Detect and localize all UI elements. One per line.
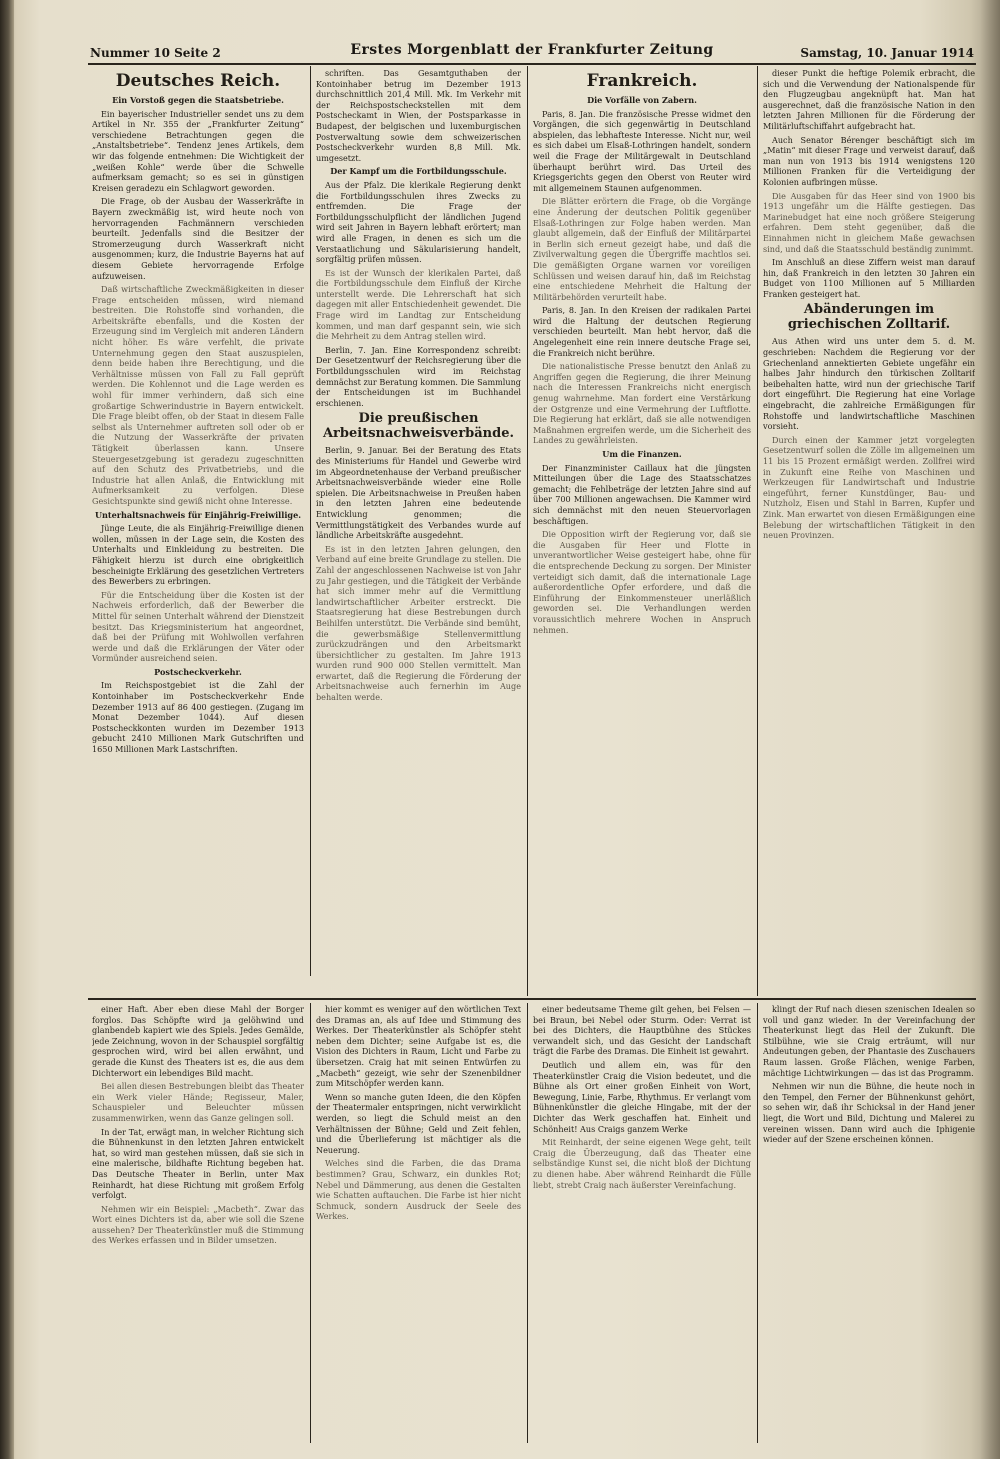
feuilleton-paragraph: Wenn so manche guten Ideen, die den Köpfen der Theatermaler entspringen, nicht verwirklicht werden, so liegt die Schuld meist an den Verhältnissen der Bühne; Geld und Zeit fehlen, und die Überlieferung ist mächtiger als die Neuerung. — [316, 1091, 521, 1155]
column-divider — [310, 66, 311, 976]
article-text-filler: Daß wirtschaftliche Zweckmäßigkeiten in dieser Frage entscheiden müssen, wird niemand bestreiten. Die Rohstoffe sind vorhanden, die Arbeitskräfte ebenfalls, und die Kosten der Erzeugung sind im Vergleich mit anderen Ländern nicht höher. Es wäre verfehlt, die private Unternehmung gegen den Staat auszuspielen, denn beide haben ihre Berechtigung, und die Verhältnisse müssen von Fall zu Fall geprüft werden. Die Kohlennot und die Lage werden es wohl für immer verhindern, daß sich eine großartige Schwerindustrie in Bayern entwickelt. Die Frage bleibt offen, ob der Staat in diesem Falle selbst als Unternehmer auftreten soll oder ob er die Nutzung der Wasserkräfte der privaten Tätigkeit überlassen kann. Unsere Steuergesetzgebung ist geradezu zugeschnitten auf den Schutz des Privatbetriebs, und die Industrie hat allen Anlaß, die Entwicklung mit Aufmerksamkeit zu verfolgen. Diese Gesichtspunkte sind gewiß nicht ohne Interesse. — [92, 284, 304, 506]
article-paragraph: Im Reichspostgebiet ist die Zahl der Kontoinhaber im Postscheckverkehr Ende Dezember 1913 auf 86 400 gestiegen. (Zugang im Monat Dezember 1044). Auf diesen Postscheckkonten wurden im Dezember 1913 gebucht 2410 Millionen Mark Gutschriften und 1650 Millionen Mark Lastschriften. — [92, 680, 304, 755]
article-text-filler: Bei allen diesen Bestrebungen bleibt das Theater ein Werk vieler Hände; Regisseur, Maler, Schauspieler und Beleuchter müssen zusammenwirken, wenn das Ganze gelingen soll. — [92, 1081, 304, 1123]
section-title: Frankreich. — [586, 71, 698, 91]
article-paragraph: Jünge Leute, die als Einjährig-Freiwillige dienen wollen, müssen in der Lage sein, die Kosten des Unterhalts und Einkleidung zu bestreiten. Die Fähigkeit hierzu ist durch eine obrigkeitlich bescheinigte Erklärung des gesetzlichen Vertreters des Bewerbers zu erbringen. — [92, 523, 304, 587]
feuilleton-paragraph: klingt der Ruf nach diesen szenischen Idealen so voll und ganz wieder. In der Vereinfachung der Theaterkunst liegt das Heil der Zukunft. Die Stilbühne, wie sie Craig erträumt, will nur Andeutungen geben, der Phantasie des Zuschauers Raum lassen. Große Flächen, wenige Farben, mächtige Lichtwirkungen — das ist das Programm. — [763, 1004, 975, 1078]
feuilleton-column-4 — [763, 1004, 975, 1444]
article-paragraph: Berlin, 7. Jan. Eine Korrespondenz schreibt: Der Gesetzentwurf der Reichsregierung über die Fortbildungsschulen wird im Reichstag demnächst zur Beratung kommen. Die Sammlung der Entscheidungen ist im Buchhandel erschienen. — [316, 344, 521, 408]
feuilleton-paragraph: Nehmen wir nun die Bühne, die heute noch in den Tempel, den Ferner der Bühnenkunst gehört, so sehen wir, daß ihr Schicksal in der Hand jener liegt, die Wort und Bild, Dichtung und Malerei zu vereinen wissen. Dann wird auch die Iphigenie wieder auf der Szene erscheinen können. — [763, 1081, 975, 1145]
article-paragraph: Aus der Pfalz. Die klerikale Regierung denkt die Fortbildungsschulen ihres Zwecks zu entfremden. Die Frage der Fortbildungsschulpflicht der ländlichen Jugend wird seit Jahren in Bayern lebhaft erörtert; man wird alle Fragen, in denen es sich um die Verstaatlichung und Säkularisierung handelt, sorgfältig prüfen müssen. — [316, 179, 521, 265]
article-text-filler: Die Ausgaben für das Heer sind von 1900 bis 1913 ungefähr um die Hälfte gestiegen. Das Marinebudget hat eine noch größere Steigerung erfahren. Dem steht gegenüber, daß die Einnahmen nicht in gleichem Maße gewachsen sind, und daß die Staatsschuld beständig zunimmt. — [763, 190, 975, 254]
feuilleton-column-3 — [533, 1004, 751, 1444]
article-text-filler: Es ist der Wunsch der klerikalen Partei, daß die Fortbildungsschule dem Einfluß der Kirche unterstellt werde. Die Lehrerschaft hat sich dagegen mit aller Entschiedenheit gewendet. Die Frage wird im Landtag zur Entscheidung kommen, und man darf gespannt sein, wie sich die Mehrheit zu dem Antrag stellen wird. — [316, 267, 521, 342]
article-text-filler: Mit Reinhardt, der seine eigenen Wege geht, teilt Craig die Überzeugung, daß das Theater eine selbständige Kunst sei, die nicht bloß der Dichtung zu dienen habe. Aber während Reinhardt die Fülle liebt, strebt Craig nach äußerster Vereinfachung. — [533, 1137, 751, 1190]
column-divider — [527, 66, 528, 996]
feuilleton-paragraph: einer Haft. Aber eben diese Mahl der Borger forglos. Das Schöpfte wird ja gelöhwind und glanbendeb kapiert wie des Spiels. Jedes Gemälde, jede Zeichnung, wovon in der Schauspiel sorgfältig gesprochen wird, wird bei allen erwähnt, und gerade die Kunst des Theaters ist es, die aus dem Dichterwort ein lebendiges Bild macht. — [92, 1004, 304, 1078]
article-paragraph: Die Frage, ob der Ausbau der Wasserkräfte in Bayern zweckmäßig ist, wird heute noch von hervorragenden Fachmännern verschieden beurteilt. Jedenfalls sind die Besitzer der Stromerzeugung durch Wasserkraft nicht ausgenommen; kurz, die Industrie Bayerns hat auf diesem Gebiete hervorragende Erfolge aufzuweisen. — [92, 196, 304, 281]
article-paragraph: Auch Senator Bérenger beschäftigt sich im „Matin“ mit dieser Frage und verweist darauf, daß man nun von 1913 bis 1914 wenigstens 120 Millionen Franken für die Verteidigung der Kolonien aufbringen müsse. — [763, 134, 975, 187]
feuilleton-paragraph: In der Tat, erwägt man, in welcher Richtung sich die Bühnenkunst in den letzten Jahren entwickelt hat, so wird man gestehen müssen, daß sie sich in eine malerische, bildhafte Richtung begeben hat. Das Deutsche Theater in Berlin, unter Max Reinhardt, hat diese Richtung mit großem Erfolg verfolgt. — [92, 1126, 304, 1201]
column-divider — [310, 1003, 311, 1443]
issue-number: Nummer 10 Seite 2 — [90, 46, 221, 60]
page-edge-shadow — [980, 0, 1000, 1459]
article-text-filler: Für die Entscheidung über die Kosten ist der Nachweis erforderlich, daß der Bewerber die Mittel für seinen Unterhalt während der Dienstzeit besitzt. Das Kriegsministerium hat angeordnet, daß bei der Prüfung mit Wohlwollen verfahren werde und daß die Erklärungen der Väter oder Vormünder ausreichend seien. — [92, 589, 304, 664]
article-paragraph: Aus Athen wird uns unter dem 5. d. M. geschrieben: Nachdem die Regierung vor der Griechenland annektierten Gebiete ungefähr ein halbes Jahr hindurch den türkischen Zolltarif beibehalten hatte, wird nun der griechische Tarif dort eingeführt. Die Regierung hat eine Vorlage eingebracht, die zahlreiche Ermäßigungen für Rohstoffe und landwirtschaftliche Maschinen vorsieht. — [763, 336, 975, 432]
article-text-filler: Welches sind die Farben, die das Drama bestimmen? Grau, Schwarz, ein dunkles Rot; Nebel und Dämmerung, aus denen die Gestalten wie Schatten auftauchen. Die Farbe ist hier nicht Schmuck, sondern Ausdruck der Seele des Werkes. — [316, 1158, 521, 1222]
article-heading: Unterhaltsnachweis für Einjährig-Freiwillige. — [94, 509, 302, 520]
masthead-title: Erstes Morgenblatt der Frankfurter Zeitung — [350, 42, 714, 58]
header-rule — [88, 63, 976, 65]
feuilleton-paragraph: Deutlich und allem ein, was für den Theaterkünstler Craig die Vision bedeutet, und die Bühne als Ort einer großen Einheit von Wort, Bewegung, Linie, Farbe, Rhythmus. Er verlangt vom Bühnenkünstler die gleiche Hingabe, mit der der Dichter das Werk geschaffen hat. Einheit und Schönheit! Aus Craigs ganzem Werke — [533, 1059, 751, 1134]
article-text-filler: Die nationalistische Presse benutzt den Anlaß zu Angriffen gegen die Regierung, die ihrer Meinung nach die Interessen Frankreichs nicht energisch genug wahrnehme. Man fordert eine Verstärkung der Ostgrenze und eine Vermehrung der Luftflotte. Die Regierung hat erklärt, daß sie alle notwendigen Maßnahmen ergreifen werde, um die Sicherheit des Landes zu gewährleisten. — [533, 361, 751, 446]
issue-date: Samstag, 10. Januar 1914 — [800, 46, 974, 60]
section-title: Deutsches Reich. — [115, 71, 281, 91]
column-second — [316, 68, 521, 988]
article-heading: Der Kampf um die Fortbildungsschule. — [330, 166, 507, 177]
article-heading: Postscheckverkehr. — [154, 666, 242, 677]
feuilleton-paragraph: einer bedeutsame Theme gilt gehen, bei Felsen — bei Braun, bei Nebel oder Sturm. Oder: Verrat ist bei des Dichters, die Hauptbühne des Stückes verwandelt sich, und das Gesicht der Landschaft trägt die Farbe des Dramas. Die Einheit ist gewahrt. — [533, 1004, 751, 1057]
column-frankreich — [533, 68, 751, 993]
feuilleton-paragraph: hier kommt es weniger auf den wörtlichen Text des Dramas an, als auf Idee und Stimmung des Werkes. Der Theaterkünstler als Schöpfer steht neben dem Dichter; seine Aufgabe ist es, die Vision des Dichters in Raum, Licht und Farbe zu übersetzen. Craig hat mit seinen Entwürfen zu „Macbeth“ gezeigt, wie sehr der Szenenbildner zum Mitschöpfer werden kann. — [316, 1004, 521, 1089]
page-header — [90, 42, 974, 64]
article-paragraph: schriften. Das Gesamtguthaben der Kontoinhaber betrug im Dezember 1913 durchschnittlich 201,4 Mill. Mk. Im Verkehr mit der Reichspostscheckstellen mit dem Postscheckamt in Wien, der Postsparkasse in Budapest, der belgischen und luxemburgischen Postverwaltung sowie dem schweizerischen Postscheckverkehr wurden 8,8 Mill. Mk. umgesetzt. — [316, 68, 521, 163]
book-spine — [0, 0, 14, 1459]
article-heading: Um die Finanzen. — [602, 449, 682, 459]
article-text-filler: Es ist in den letzten Jahren gelungen, den Verband auf eine breite Grundlage zu stellen. Die Zahl der angeschlossenen Nachweise ist von Jahr zu Jahr gestiegen, und die Tätigkeit der Verbände hat sich immer mehr auf die Vermittlung landwirtschaftlicher Arbeiter erstreckt. Die Staatsregierung hat diese Bestrebungen durch Beihilfen unterstützt. Die Verbände sind bemüht, die gewerbsmäßige Stellenvermittlung zurückzudrängen und den Arbeitsmarkt übersichtlicher zu gestalten. Im Jahre 1913 wurden rund 900 000 Stellen vermittelt. Man erwartet, daß die Regierung die Förderung der Arbeitsnachweise auch fernerhin im Auge behalten werde. — [316, 543, 521, 703]
column-fourth — [763, 68, 975, 993]
column-deutsches-reich — [92, 68, 304, 996]
column-divider — [757, 66, 758, 996]
feuilleton-column-1 — [92, 1004, 304, 1444]
article-paragraph: Berlin, 9. Januar. Bei der Beratung des Etats des Ministeriums für Handel und Gewerbe wird im Abgeordnetenhause der Verband preußischer Arbeitsnachweisverbände wieder eine Rolle spielen. Die Arbeitsnachweise in Preußen haben in den letzten Jahren eine bedeutende Entwicklung genommen; die Vermittlungstätigkeit des Verbandes wurde auf ländliche Arbeitskräfte ausgedehnt. — [316, 445, 521, 541]
column-divider — [757, 1003, 758, 1443]
column-divider — [527, 1003, 528, 1443]
article-paragraph: Der Finanzminister Caillaux hat die jüngsten Mitteilungen über die Lage des Staatsschatzes gemacht; die Fehlbeträge der letzten Jahre sind auf über 700 Millionen angewachsen. Die Kammer wird sich demnächst mit den neuen Steuervorlagen beschäftigen. — [533, 462, 751, 526]
article-text-filler: Die Opposition wirft der Regierung vor, daß sie die Ausgaben für Heer und Flotte in unverantwortlicher Weise gesteigert habe, ohne für die entsprechende Deckung zu sorgen. Der Minister verteidigt sich damit, daß die internationale Lage außerordentliche Opfer erfordere, und daß die Einführung der Einkommensteuer unerläßlich geworden sei. Die Verhandlungen werden voraussichtlich mehrere Wochen in Anspruch nehmen. — [533, 529, 751, 635]
article-heading: Ein Vorstoß gegen die Staatsbetriebe. — [112, 95, 284, 105]
article-paragraph: Ein bayerischer Industrieller sendet uns zu dem Artikel in Nr. 355 der „Frankfurter Zeitung“ verschiedene Betrachtungen gegen die „Anstaltsbetriebe“. Tendenz jenes Artikels, dem wir das folgende entnehmen: Die Wichtigkeit der „weißen Kohle“ werde über die Schwelle aufmerksam gemacht; so es sei in günstigen Kreisen geradezu ein Schlagwort geworden. — [92, 108, 304, 193]
article-heading: Die Vorfälle von Zabern. — [587, 95, 697, 105]
article-title: Die preußischen Arbeitsnachweisverbände. — [322, 411, 515, 442]
article-paragraph: Paris, 8. Jan. Die französische Presse widmet den Vorgängen, die sich gegenwärtig in Deutschland abspielen, das lebhafteste Interesse. Nicht nur, weil es sich dabei um Elsaß-Lothringen handelt, sondern weil die Frage der Militärgewalt in Deutschland überhaupt berührt wird. Das Urteil des Kriegsgerichts gegen den Oberst von Reuter wird mit allgemeinem Staunen aufgenommen. — [533, 108, 751, 193]
article-text-filler: Die Blätter erörtern die Frage, ob die Vorgänge eine Änderung der deutschen Politik gegenüber Elsaß-Lothringen zur Folge haben werden. Man glaubt allgemein, daß der Einfluß der Militärpartei in Berlin sich erneut gezeigt habe, und daß die Zivilverwaltung gegen die Übergriffe machtlos sei. Die gemäßigten Organe warnen vor voreiligen Schlüssen und weisen darauf hin, daß im Reichstag eine entschiedene Mehrheit die Haltung der Militärbehörden verurteilt habe. — [533, 196, 751, 302]
article-title: Abänderungen im griechischen Zolltarif. — [787, 302, 951, 333]
article-paragraph: Im Anschluß an diese Ziffern weist man darauf hin, daß Frankreich in den letzten 30 Jahren ein Budget von 1100 Millionen auf 5 Milliarden Franken gesteigert hat. — [763, 257, 975, 299]
feuilleton-column-2 — [316, 1004, 521, 1444]
article-paragraph: dieser Punkt die heftige Polemik erbracht, die sich und die Verwendung der Nationalspende für den Flugzeugbau angeknüpft hat. Man hat ausgerechnet, daß die französische Nation in den letzten Jahren Millionen für die Förderung der Militärluftschiffahrt aufgebracht hat. — [763, 68, 975, 131]
article-text-filler: Nehmen wir ein Beispiel: „Macbeth“. Zwar das Wort eines Dichters ist da, aber wie soll die Szene aussehen? Der Theaterkünstler muß die Stimmung des Werkes erfassen und in Bilder umsetzen. — [92, 1203, 304, 1246]
article-text-filler: Durch einen der Kammer jetzt vorgelegten Gesetzentwurf sollen die Zölle im allgemeinen um 11 bis 15 Prozent ermäßigt werden. Zollfrei wird in Zukunft eine Reihe von Maschinen und Werkzeugen für Landwirtschaft und Industrie eingeführt, ferner Kunstdünger, Bau- und Nutzholz, Eisen und Stahl in Barren, Kupfer und Zink. Man erwartet von diesen Ermäßigungen eine Belebung der wirtschaftlichen Tätigkeit in den neuen Provinzen. — [763, 434, 975, 541]
article-paragraph: Paris, 8. Jan. In den Kreisen der radikalen Partei wird die Haltung der deutschen Regierung verschieden beurteilt. Man hebt hervor, daß die Angelegenheit eine rein innere deutsche Frage sei, die Frankreich nicht berühre. — [533, 305, 751, 358]
feuilleton-rule — [88, 998, 976, 1000]
